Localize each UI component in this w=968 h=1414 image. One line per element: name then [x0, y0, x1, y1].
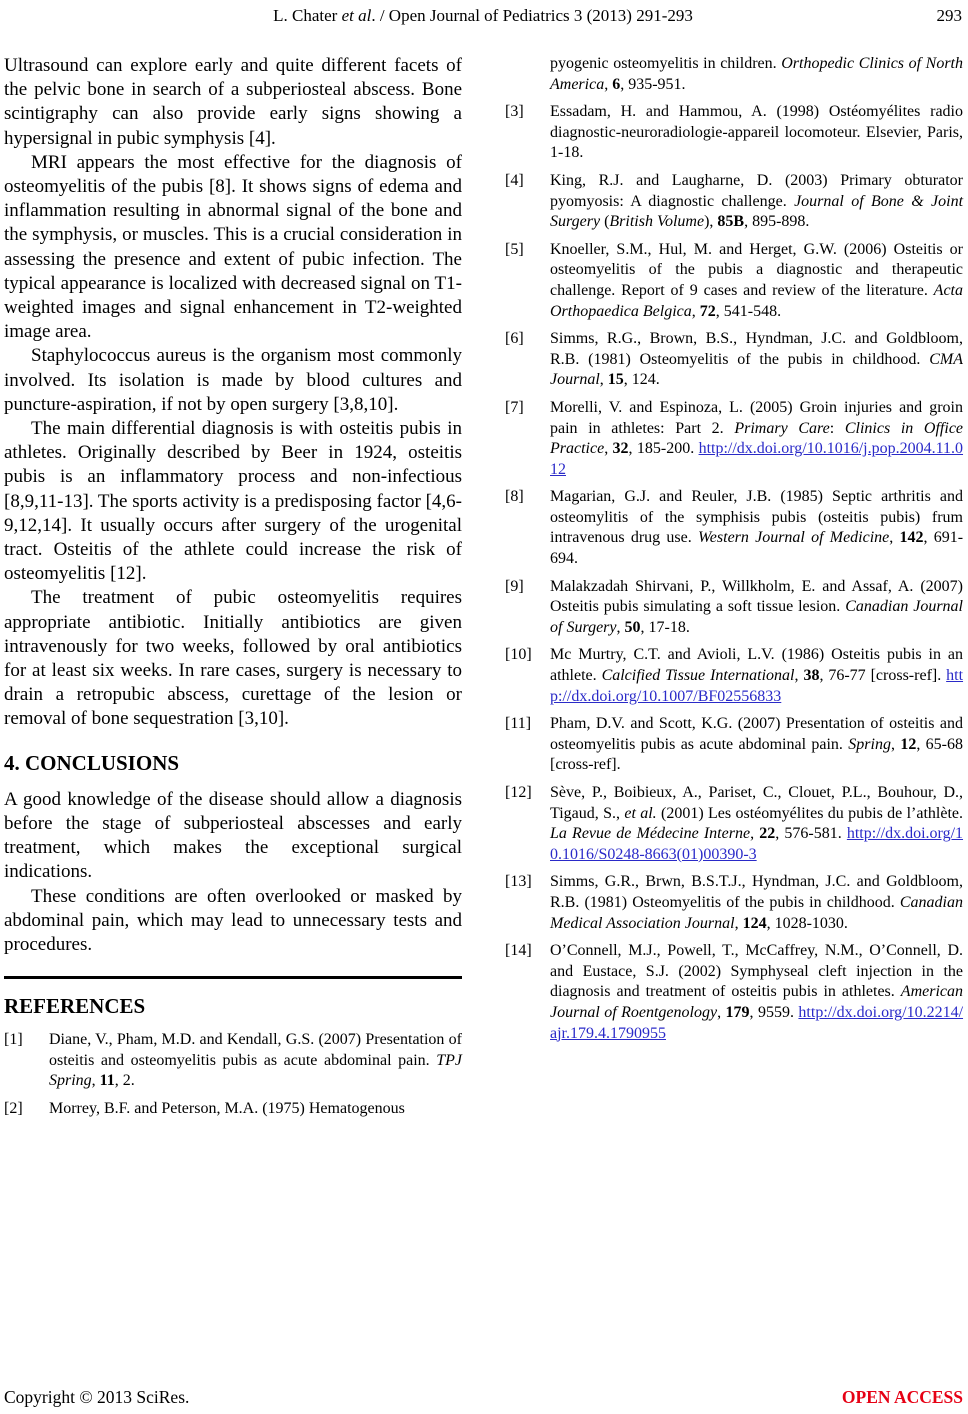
bold-text: 179 [725, 1003, 750, 1021]
text-run: Morrey, B.F. and Peterson, M.A. (1975) Hematogenous [49, 1099, 405, 1117]
text-run: Mc Murtry, C.T. and Avioli, L.V. (1986) Osteitis pubis in an athlete. [550, 646, 963, 685]
text-run: , [599, 371, 608, 389]
italic-text: Journal of Bone & Joint Surgery [550, 192, 964, 231]
right-column [505, 54, 963, 1126]
two-column-layout [4, 54, 963, 1126]
text-run: ), [704, 213, 718, 231]
bold-text: 72 [699, 302, 716, 320]
reference-number: [4] [505, 171, 524, 189]
bold-text: 38 [803, 667, 820, 685]
page-footer [4, 1387, 963, 1408]
italic-text: et al. [624, 804, 657, 822]
bold-text: 32 [612, 440, 629, 458]
text-run: , 541-548. [715, 302, 782, 320]
reference-text [550, 488, 963, 567]
text-run: O’Connell, M.J., Powell, T., McCaffrey, N.M., O’Connell, D. and Eustace, S.J. (2002) Symphyseal cleft injection in the diagnosis and treatment of osteitis pubis in athletes. [550, 942, 963, 1001]
text-run: Simms, G.R., Brwn, B.S.T.J., Hyndman, J.C. and Goldbloom, R.B. (1981) Osteomyelitis of the pubis in childhood. [550, 873, 963, 911]
italic-text: Calcified Tissue International [601, 667, 795, 685]
reference-number: [7] [505, 398, 524, 416]
italic-text: TPJ Spring [49, 1051, 462, 1090]
reference-number: [9] [505, 577, 524, 595]
reference-text [550, 784, 963, 863]
reference-item [505, 329, 963, 391]
text-run: , [604, 440, 613, 458]
bold-text: 85B [717, 213, 745, 231]
reference-number: [11] [505, 715, 532, 733]
copyright-text: Copyright © 2013 SciRes. [4, 1387, 190, 1407]
text-run: , 65-68 [cross-ref]. [550, 735, 964, 774]
text-run: , 124. [623, 371, 660, 389]
reference-number: [6] [505, 330, 524, 348]
text-run: (2001) Les ostéomyélites du pubis de l’athlète. [656, 804, 964, 822]
italic-text: American Journal of Roentgenology [550, 983, 963, 1021]
italic-text: Primary Care [734, 419, 830, 437]
text-run: Sève, P., Boibieux, A., Pariset, C., Clouet, P.L., Bouhour, D., Tigaud, S., [550, 784, 963, 822]
reference-number: [5] [505, 240, 524, 258]
reference-text [550, 172, 963, 230]
reference-text [550, 399, 963, 478]
conclusions-container [4, 788, 462, 957]
text-run: , [691, 302, 700, 320]
text-run: Simms, R.G., Brown, B.S., Hyndman, J.C. and Goldbloom, R.B. (1981) Osteomyelitis of the pubis in childhood. [550, 330, 963, 368]
text-run: pyogenic osteomyelitis in children. [550, 55, 782, 72]
reference-item [505, 941, 963, 1044]
italic-text: Canadian Medical Association Journal [550, 893, 963, 932]
reference-item [505, 714, 963, 776]
paragraph: The main differential diagnosis is with osteitis pubis in athletes. Originally described by Beer in 1924, osteitis pubis is an inflammatory process and non-infectious [8,9,11-13]. The sports activity is a predisposing factor [4,6-9,12,14]. It usually occurs after surgery of the urogenital tract. Osteitis of the athlete could increase the risk of osteomyelitis [12]. [4, 418, 463, 585]
reference-item [505, 171, 963, 233]
doi-link[interactable]: http://dx.doi.org/10.2214/ajr.179.4.1790955 [550, 1003, 964, 1042]
reference-text [550, 103, 963, 161]
reference-text [550, 715, 963, 773]
text-run: , [604, 75, 613, 93]
citation-suffix: . / Open Journal of Pediatrics 3 (2013) 291-293 [371, 6, 693, 25]
bold-text: 142 [899, 529, 924, 547]
citation-prefix: L. Chater [273, 6, 342, 25]
reference-item [505, 577, 963, 639]
reference-number: [13] [505, 873, 532, 891]
reference-number: [2] [4, 1099, 23, 1117]
reference-number: [14] [505, 942, 532, 960]
text-run: , 691-694. [550, 529, 964, 568]
italic-text: Orthopedic Clinics of North America [550, 55, 963, 93]
reference-text [550, 241, 963, 320]
page-number: 293 [936, 6, 962, 25]
bold-text: 50 [624, 618, 641, 636]
reference-number: [3] [505, 103, 524, 121]
text-run: Diane, V., Pham, M.D. and Kendall, G.S. (2007) Presentation of osteitis and osteomyelitis pubis as acute abdominal pain. [49, 1031, 462, 1069]
text-run: Morelli, V. and Espinoza, L. (2005) Groin injuries and groin pain in athletes: Part 2. [550, 398, 963, 437]
italic-text: Spring [848, 735, 891, 753]
text-run: Magarian, G.J. and Reuler, J.B. (1985) Septic arthritis and osteomylitis of the symphisis pubis (osteitis pubis) frum intravenous drug use. [550, 488, 963, 547]
reference-text [550, 578, 963, 636]
text-run: Essadam, H. and Hammou, A. (1998) Ostéomyélites radio diagnostic-neuroradiologie-appareil locomoteur. Elsevier, Paris, 1-18. [550, 103, 963, 162]
paragraph: Ultrasound can explore early and quite different facets of the pelvic bone in search of a subperiosteal abscess. Bone scintigraphy can also provide early signs showing a hypersignal in pubic symphysis [4]. [4, 55, 462, 149]
references-heading: REFERENCES [4, 994, 146, 1019]
italic-text: La Revue de Médecine Interne [550, 825, 751, 843]
doi-link[interactable]: http://dx.doi.org/10.1007/BF02556833 [550, 667, 964, 705]
reference-item [4, 1030, 462, 1092]
text-run: ( [600, 213, 610, 231]
references-list-left [4, 1030, 462, 1119]
reference-number: [10] [505, 646, 532, 664]
bold-text: 22 [759, 825, 776, 843]
reference-text [49, 1100, 405, 1117]
references-list-right [505, 102, 963, 1044]
text-run: , [889, 529, 900, 547]
text-run: , 17-18. [640, 618, 690, 636]
text-run: , [616, 618, 625, 636]
bold-text: 124 [742, 914, 767, 932]
italic-text: Canadian Journal of Surgery [550, 598, 963, 636]
reference-item [505, 240, 963, 322]
reference-item [505, 398, 963, 480]
text-run: , [750, 825, 760, 843]
reference-number: [8] [505, 488, 524, 506]
italic-text: Western Journal of Medicine [697, 529, 890, 547]
reference-text [550, 646, 963, 704]
running-header [4, 6, 962, 26]
text-run: , [890, 735, 901, 753]
bold-text: 15 [607, 371, 624, 389]
text-run: , [734, 914, 743, 932]
reference-item [505, 487, 963, 569]
italic-text: Clinics in Office Practice [550, 419, 964, 458]
reference-item [505, 872, 963, 934]
italic-text: CMA Journal [550, 350, 963, 389]
reference-number: [12] [505, 784, 532, 801]
conclusions-heading: 4. CONCLUSIONS [4, 750, 180, 775]
paragraph: Staphylococcus aureus is the organism most commonly involved. Its isolation is made by blood cultures and puncture-aspiration, if not by open surgery [3,8,10]. [4, 345, 462, 415]
reference-number: [1] [4, 1031, 23, 1049]
open-access-badge: OPEN ACCESS [841, 1387, 963, 1407]
text-run: , 576-581. [775, 825, 847, 843]
reference-item [505, 783, 963, 865]
paragraph: MRI appears the most effective for the diagnosis of osteomyelitis of the pubis [8]. It shows signs of edema and inflammation resulting in abnormal signal of the bone and the symphysis, or muscles. This is a crucial consideration in assessing the presence and extent of pubic infection. The typical appearance is localized with decreased signal on T1-weighted images and signal enhancement in T2-weighted image area. [4, 151, 462, 343]
bold-text: 6 [612, 75, 621, 93]
text-run: : [829, 419, 845, 437]
bold-text: 11 [99, 1072, 115, 1090]
reference-text [550, 330, 963, 388]
running-title [4, 6, 962, 26]
paragraph: The treatment of pubic osteomyelitis requires appropriate antibiotic. Initially antibiotics are given intravenously for two weeks, followed by oral antibiotics for at least six weeks. In rare cases, surgery is necessary to drain a retropubic abscess, curettage of the lesion or removal of bone sequestration [3,10]. [4, 587, 462, 730]
paragraph: A good knowledge of the disease should allow a diagnosis before the stage of subperiosteal abscesses and early treatment, which makes the exceptional surgical indications. [4, 788, 462, 883]
citation-etal: et al [341, 6, 372, 25]
text-run: Pham, D.V. and Scott, K.G. (2007) Presentation of osteitis and osteomyelitis pubis as acute abdominal pain. [550, 715, 963, 753]
text-run: , [717, 1003, 726, 1021]
doi-link[interactable]: http://dx.doi.org/10.1016/S0248-8663(01)00390-3 [550, 825, 964, 863]
text-run: , [794, 667, 804, 685]
text-run: King, R.J. and Laugharne, D. (2003) Primary obturator pyomyosis: A diagnostic challenge. [550, 171, 963, 210]
text-run: , 1028-1030. [766, 914, 848, 932]
text-run: , 9559. [749, 1003, 799, 1021]
text-run: , [91, 1072, 100, 1090]
italic-text: Acta Orthopaedica Belgica [550, 281, 963, 320]
left-column [4, 54, 462, 1126]
reference-item [505, 102, 963, 164]
reference-item [4, 1099, 462, 1120]
bold-text: 12 [900, 735, 917, 753]
body-text-container [4, 54, 462, 732]
reference-text [49, 1031, 462, 1089]
paragraph: These conditions are often overlooked or masked by abdominal pain, which may lead to unnecessary tests and procedures. [4, 885, 462, 955]
text-run: Malakzadah Shirvani, P., Willkholm, E. and Assaf, A. (2007) Osteitis pubis simulating a soft tissue lesion. [550, 577, 963, 616]
text-run: , 76-77 [cross-ref]. [819, 667, 947, 685]
italic-text: British Volume [609, 213, 705, 231]
doi-link[interactable]: http://dx.doi.org/10.1016/j.pop.2004.11.012 [550, 440, 964, 478]
text-run: Knoeller, S.M., Hul, M. and Herget, G.W. (2006) Osteitis or osteomyelitis of the pubis a diagnostic and therapeutic challenge. Report of 9 cases and review of the literature. [550, 240, 963, 299]
text-run: , 935-951. [620, 75, 686, 93]
text-run: , 185-200. [628, 440, 699, 458]
reference-continuation [505, 54, 963, 95]
text-run: , 2. [114, 1072, 135, 1090]
reference-text [550, 942, 963, 1041]
reference-text [550, 873, 963, 931]
reference-item [505, 645, 963, 707]
text-run: , 895-898. [744, 213, 810, 231]
references-divider [4, 976, 462, 979]
